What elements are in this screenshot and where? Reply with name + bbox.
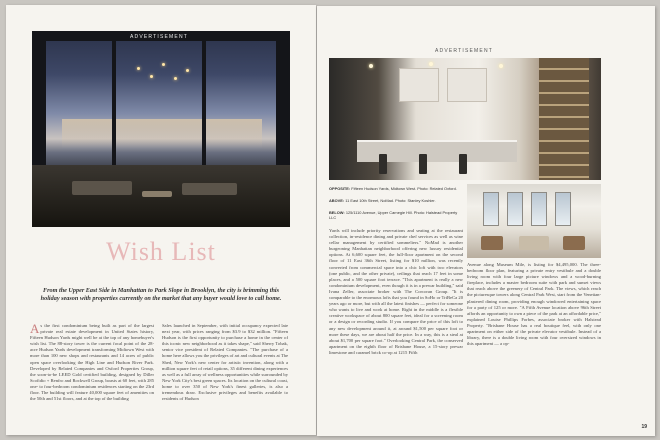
bookshelf (539, 58, 589, 180)
chandelier-light (162, 63, 165, 66)
article-column-4: Avenue along Museum Mile, is listing for $4,495,000. The three-bedroom floor plan, featuring a private entry vestibule and a double living room with four large picture windows and a wood-burning fireplace, includes a master bedroom suite with park and sunset views that reach above the greenery of Central Park. The views, which reach the picturesque towers along Central Park West, start from the Venetian-plastered dining room, providing enough windowed entertaining space for a party of 125 or more. "A Fifth Avenue location above 96th Street affords an opportunity to own a piece of the park at an affordable price," explained Louise Phillips Forbes, associate broker with Halstead Property. "Brisbane House has a real boutique feel, with only one apartment on either side of the private elevator vestibule. Instead of a library, there is a double living room with four oversized windows in this apartment — a op- (467, 262, 601, 347)
window (483, 192, 499, 226)
window-mullion (202, 31, 206, 181)
advertisement-label: ADVERTISEMENT (435, 48, 494, 54)
ceiling-light (429, 62, 433, 66)
article-column-2: Sales launched in September, with initial occupancy expected late next year, with prices ranging from $3.9 to $32 million. "Fifteen Hudson is the first opportunity to purchase a home in the center of this iconic new neighborhood as it takes shape," said Sherry Tobak, senior vice president of Related Companies. "The purchase of a home here allows you the privileges of art and cultural events at The Shed, New York's new center for artistic invention, along with a million square feet of retail options, 35 different dining experiences as well as a full array of wellness opportunities while surrounded by New York City's best green spaces. Its location on the cultural coast, home to over 350 of New York's finest galleries, is also a tremendous draw. Exclusive privileges and benefits available to residents of Hudson (162, 323, 288, 402)
page-number: 19 (641, 424, 647, 430)
sofa (72, 181, 132, 195)
right-magazine-page (317, 6, 655, 436)
bar-stool (379, 154, 387, 174)
cabinet (399, 68, 439, 102)
chandelier-light (137, 67, 140, 70)
photo-caption: ABOVE: 11 East 10th Street, NoMad. Photo: Stanley Koshier. (329, 198, 436, 203)
armchair (563, 236, 585, 250)
chandelier-light (150, 75, 153, 78)
kitchen-photo (329, 58, 601, 180)
sofa (519, 236, 549, 250)
window (555, 192, 571, 226)
chandelier-light (186, 69, 189, 72)
ceiling-light (499, 64, 503, 68)
skyline-glow (62, 119, 262, 149)
photo-caption: BELOW: 125/1110 Avenue, Upper Carnegie Hill. Photo: Halstead Property LLC (329, 210, 458, 220)
sofa (182, 183, 237, 195)
window (531, 192, 547, 226)
window-mullion (112, 31, 116, 181)
chandelier-light (174, 77, 177, 80)
window (507, 192, 523, 226)
living-room-photo (467, 184, 601, 258)
cabinet (447, 68, 487, 102)
article-column-1: As the first condominium being built as part of the largest private real estate development in United States history, Fifteen Hudson Yards might well be at the top of any homebuyer's wish list. The 88-story tower is the current focal point of the 28-acre Hudson Yards development transforming Midtown West with more than 100 new shops and restaurants and 14 acres of public open space overlooking the High Line and Hudson River Park. Developed by Related Companies and Oxford Properties Group, the soon-to-be LEED Gold certified building, designed by Diller Scofidio + Renfro and Rockwell Group, boasts at 60 feet, with 285 one- to four-bedroom condominium residences starting on the 23rd floor. The building will feature 40,000 square feet of amenities on the 50th and 51st floors, and at the top of the building (30, 323, 154, 402)
hero-penthouse-photo (32, 31, 290, 227)
page-title: Wish List (106, 237, 216, 266)
armchair (481, 236, 503, 250)
photo-caption: OPPOSITE: Fifteen Hudson Yards, Midtown West. Photo: Related Oxford. (329, 186, 457, 191)
advertisement-label: ADVERTISEMENT (130, 34, 189, 40)
page-subtitle: From the Upper East Side in Manhattan to Park Slope in Brooklyn, the city is brimming this holiday season with properties currently on the market that any buyer would love to call home. (40, 287, 282, 302)
bar-stool (419, 154, 427, 174)
bar-stool (459, 154, 467, 174)
article-column-3: Yards will include priority reservations and seating at the restaurant collection, in-residence dining and private chef services as well as wine cellar management by certified sommeliers." NoMad is another burgeoning Manhattan neighborhood offering new luxury residential options. At 6,600 square feet, the full-floor apartment on the second floor of 11 East 36th Street, listing for $10 million, was recently converted from commercial space into a chic loft with two elevators (one public, and the other private), ceilings that reach 17 feet in some places, and a 500 square foot terrace. "This apartment is really a new condominium development, even though it is in a prewar building," said Ivana Zeller, associate broker with The Corcoran Group. "It is comparable to the enormous lofts that you found in SoHo or TriBeCa 20 years ago or more, but with all the latest finishes — perfect for someone who wants to live and work at home. Right in the middle is a flexible creative workspace of about 800 square feet, ideal for a screening room or a design or recording studio. If you compare the price of this loft to any new development around it, at around $1,500 per square foot or more these days, we are about half the price. In a way, this is a steal at about $1,700 per square foot." Overlooking Central Park, the conserved apartment on the eighth floor of Brisbane House, a 15-story prewar limestone and caramel brick co-op at 1215 Fifth (329, 228, 463, 355)
left-magazine-page (6, 5, 316, 435)
ceiling-light (369, 64, 373, 68)
coffee-table (142, 191, 172, 197)
